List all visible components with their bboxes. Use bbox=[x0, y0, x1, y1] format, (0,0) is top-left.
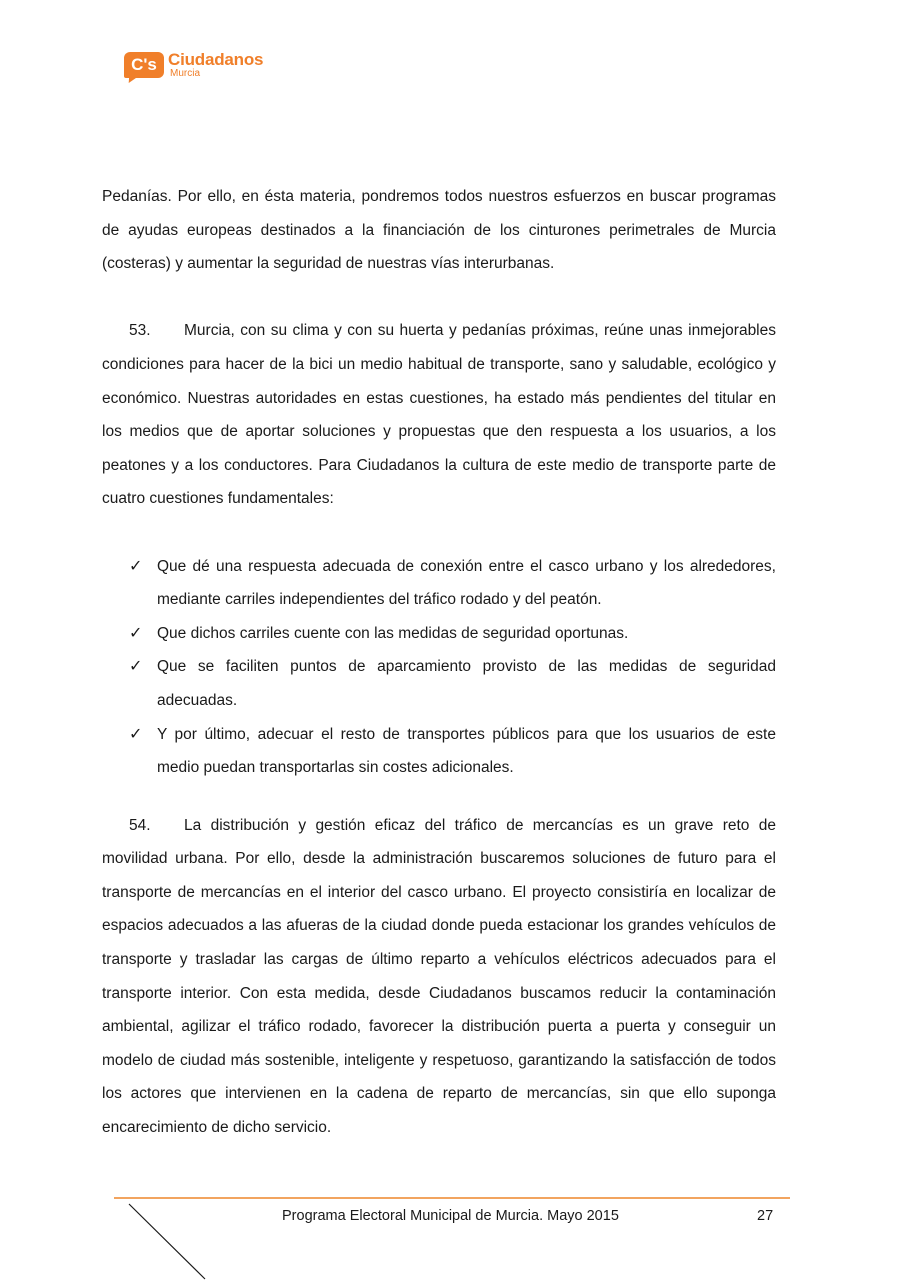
checkmark-icon: ✓ bbox=[129, 725, 143, 743]
list-item bbox=[102, 718, 776, 785]
item-53-text: Murcia, con su clima y con su huerta y pedanías próximas, reúne unas inmejorables condiciones para hacer de la bici un medio habitual de transporte, sano y saludable, ecológico y económico. Nuestras autoridades en estas cuestiones, ha estado más pendientes del titular en los medios que de aportar soluciones y propuestas que den respuesta a los usuarios, a los peatones y a los conductores. Para Ciudadanos la cultura de este medio de transporte parte de cuatro cuestiones fundamentales: bbox=[102, 322, 776, 508]
item-54 bbox=[102, 809, 776, 1145]
logo-name: Ciudadanos bbox=[168, 50, 264, 69]
paragraph-gap bbox=[102, 785, 776, 809]
checkmark-icon: ✓ bbox=[129, 624, 143, 642]
page-number: 27 bbox=[757, 1208, 774, 1224]
list-item bbox=[102, 550, 776, 617]
list-item-text: Que se faciliten puntos de aparcamiento provisto de las medidas de seguridad adecuadas. bbox=[157, 658, 776, 709]
paragraph-gap bbox=[102, 516, 776, 550]
footer-rule bbox=[114, 1197, 790, 1199]
footer-diagonal-line bbox=[128, 1203, 208, 1280]
checkmark-icon: ✓ bbox=[129, 557, 143, 575]
list-item-text: Que dichos carriles cuente con las medidas de seguridad oportunas. bbox=[157, 624, 629, 642]
list-item bbox=[102, 617, 776, 651]
page-body bbox=[102, 180, 776, 1145]
logo-subtitle: Murcia bbox=[170, 68, 201, 79]
checkmark-icon: ✓ bbox=[129, 658, 143, 676]
item-54-text: La distribución y gestión eficaz del tráfico de mercancías es un grave reto de movilidad urbana. Por ello, desde la administración buscaremos soluciones de futuro para el transporte de mercancías en el interior del casco urbano. El proyecto consistiría en localizar de espacios adecuados a las afueras de la ciudad donde pueda estacionar los grandes vehículos de transporte y trasladar las cargas de último reparto a vehículos eléctricos adecuados para el transporte interior. Con esta medida, desde Ciudadanos buscamos reducir la contaminación ambiental, agilizar el tráfico rodado, favorecer la distribución puerta a puerta y conseguir un modelo de ciudad más sostenible, inteligente y respetuoso, garantizando la satisfacción de todos los actores que intervienen en la cadena de reparto de mercancías, sin que ello suponga encarecimiento de dicho servicio. bbox=[102, 816, 776, 1137]
paragraph-gap bbox=[102, 281, 776, 315]
checklist bbox=[102, 550, 776, 785]
ciudadanos-logo bbox=[124, 50, 274, 86]
list-item bbox=[102, 650, 776, 717]
item-53 bbox=[102, 314, 776, 516]
paragraph-continuation: Pedanías. Por ello, en ésta materia, pondremos todos nuestros esfuerzos en buscar programas de ayudas europeas destinados a la financiación de los cinturones perimetrales de Murcia (costeras) y aumentar la seguridad de nuestras vías interurbanas. bbox=[102, 188, 776, 273]
footer-title: Programa Electoral Municipal de Murcia. Mayo 2015 bbox=[282, 1208, 619, 1224]
list-item-text: Y por último, adecuar el resto de transportes públicos para que los usuarios de este medio puedan transportarlas sin costes adicionales. bbox=[157, 725, 776, 777]
logo-badge: C's bbox=[124, 52, 164, 78]
item-54-number: 54. bbox=[129, 816, 151, 834]
list-item-text: Que dé una respuesta adecuada de conexión entre el casco urbano y los alrededores, mediante carriles independientes del tráfico rodado y del peatón. bbox=[157, 557, 776, 609]
item-53-number: 53. bbox=[129, 322, 151, 340]
